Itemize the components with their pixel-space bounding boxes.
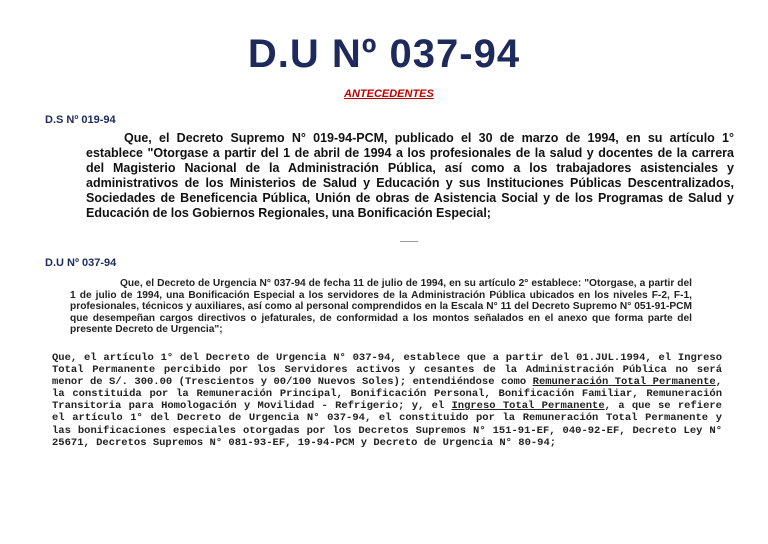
article-text-part-c: , a que se refiere el artículo 1° del Decreto de Urgencia N° 037-94, el constituido por la Remuneración Total Permanente y las bonificaciones especiales otorgadas por los Decretos Supremos N° 151-91-EF, 040-92-EF, Decreto Ley N° 25671, Decretos Supremos N° 081-93-EF, 19-94-PCM y Decreto de Urgencia N° 80-94;: [52, 400, 722, 449]
section-label-ds: D.S Nº 019-94: [45, 114, 116, 126]
term-remuneracion-total-permanente: Remuneración Total Permanente: [532, 376, 716, 389]
section-label-du: D.U Nº 037-94: [45, 257, 117, 269]
du-037-94-article-excerpt: [52, 352, 722, 449]
ds-019-94-excerpt: Que, el Decreto Supremo N° 019-94-PCM, publicado el 30 de marzo de 1994, en su artículo 1° establece "Otorgase a partir del 1 de abril de 1994 a los profesionales de la salud y docentes de la carrera del Magisterio Nacional de la Administración Pública, así como a los trabajadores asistenciales y administrativos de los Ministerios de Salud y Educación y sus Instituciones Públicas Descentralizados, Sociedades de Beneficencia Pública, Unión de obras de Asistencia Social y de los Programas de Salud y Educación de los Gobiernos Regionales, una Bonificación Especial;: [86, 131, 734, 220]
article-text-part-b: , la constituida por la Remuneración Principal, Bonificación Personal, Bonificación Familiar, Remuneración Transitoria para Homologación y Movilidad - Refrigerio; y, el: [52, 376, 723, 413]
separator-dash: [400, 241, 418, 242]
article-text-part-a: Que, el artículo 1° del Decreto de Urgencia N° 037-94, establece que a partir del 01.JUL.1994, el Ingreso Total Permanente percibido por los Servidores activos y cesantes de la Administración Pública no será menor de S/. 300.00 (Trescientos y 00/100 Nuevos Soles); entendiéndose como: [52, 352, 722, 389]
term-ingreso-total-permanente: Ingreso Total Permanente: [451, 400, 605, 413]
section-subtitle: ANTECEDENTES: [344, 88, 434, 100]
page-title: D.U Nº 037-94: [247, 32, 521, 76]
du-037-94-excerpt: Que, el Decreto de Urgencia N° 037-94 de fecha 11 de julio de 1994, en su artículo 2° establece: "Otorgase, a partir del 1 de julio de 1994, una Bonificación Especial a los servidores de la Administración Pública ubicados en los niveles F-2, F-1, profesionales, técnicos y auxiliares, así como al personal comprendidos en la Escala N° 11 del Decreto Supremo N° 051-91-PCM que desempeñan cargos directivos o jefaturales, de conformidad a los montos señalados en el anexo que forma parte del presente Decreto de Urgencia";: [70, 278, 692, 335]
